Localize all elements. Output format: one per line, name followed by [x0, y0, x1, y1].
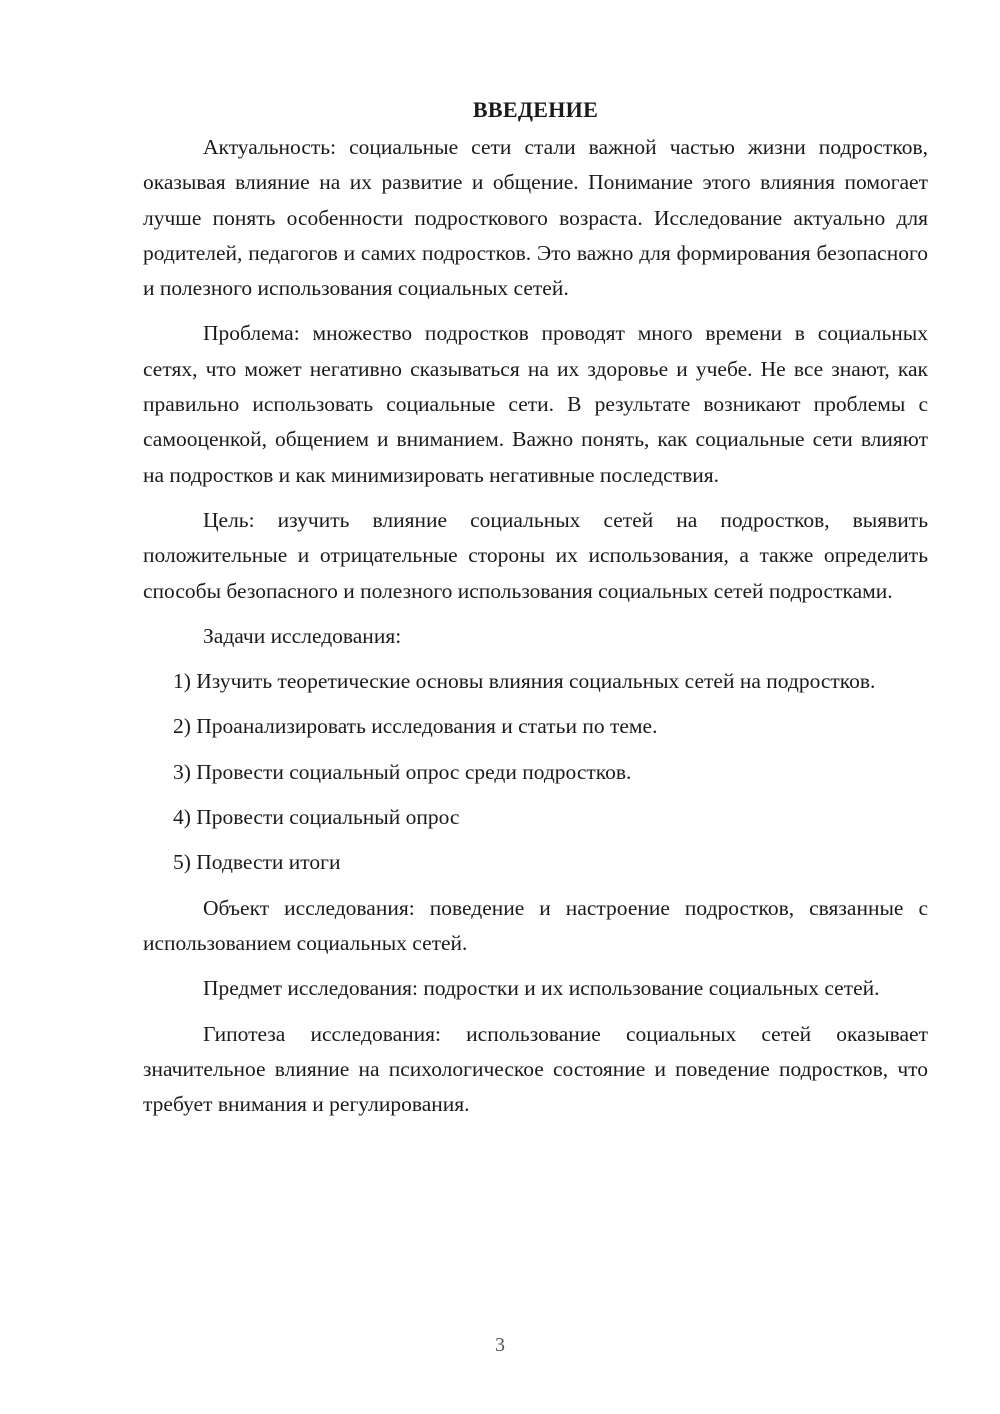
list-item: 3) Провести социальный опрос среди подростков.	[173, 759, 632, 784]
paragraph-goal: Цель: изучить влияние социальных сетей на подростков, выявить положительные и отрицательные стороны их использования, а также определить способы безопасного и полезного использования социальных сетей подростками.	[143, 507, 928, 603]
list-item: 4) Провести социальный опрос	[173, 805, 460, 830]
list-item: 2) Проанализировать исследования и статьи по теме.	[173, 714, 658, 739]
paragraph-problem: Проблема: множество подростков проводят много времени в социальных сетях, что может негативно сказываться на их здоровье и учебе. Не все знают, как правильно использовать социальные сети. В результате возникают проблемы с самооценкой, общением и вниманием. Важно понять, как социальные сети влияют на подростков и как минимизировать негативные последствия.	[143, 321, 928, 487]
list-item: 1) Изучить теоретические основы влияния социальных сетей на подростков.	[173, 669, 876, 694]
page-number: 3	[495, 1334, 505, 1356]
paragraph-object: Объект исследования: поведение и настроение подростков, связанные с использованием социальных сетей.	[143, 895, 928, 955]
paragraph-relevance: Актуальность: социальные сети стали важной частью жизни подростков, оказывая влияние на их развитие и общение. Понимание этого влияния помогает лучше понять особенности подросткового возраста. Исследование актуально для родителей, педагогов и самих подростков. Это важно для формирования безопасного и полезного использования социальных сетей.	[143, 135, 928, 301]
paragraph-subject: Предмет исследования: подростки и их использование социальных сетей.	[203, 976, 880, 1001]
paragraph-tasks-heading: Задачи исследования:	[203, 623, 402, 648]
tasks-list	[143, 664, 928, 880]
document-page	[143, 92, 928, 1132]
section-title: ВВЕДЕНИЕ	[472, 97, 599, 122]
paragraph-hypothesis: Гипотеза исследования: использование социальных сетей оказывает значительное влияние на психологическое состояние и поведение подростков, что требует внимания и регулирования.	[143, 1021, 928, 1117]
list-item: 5) Подвести итоги	[173, 850, 341, 875]
